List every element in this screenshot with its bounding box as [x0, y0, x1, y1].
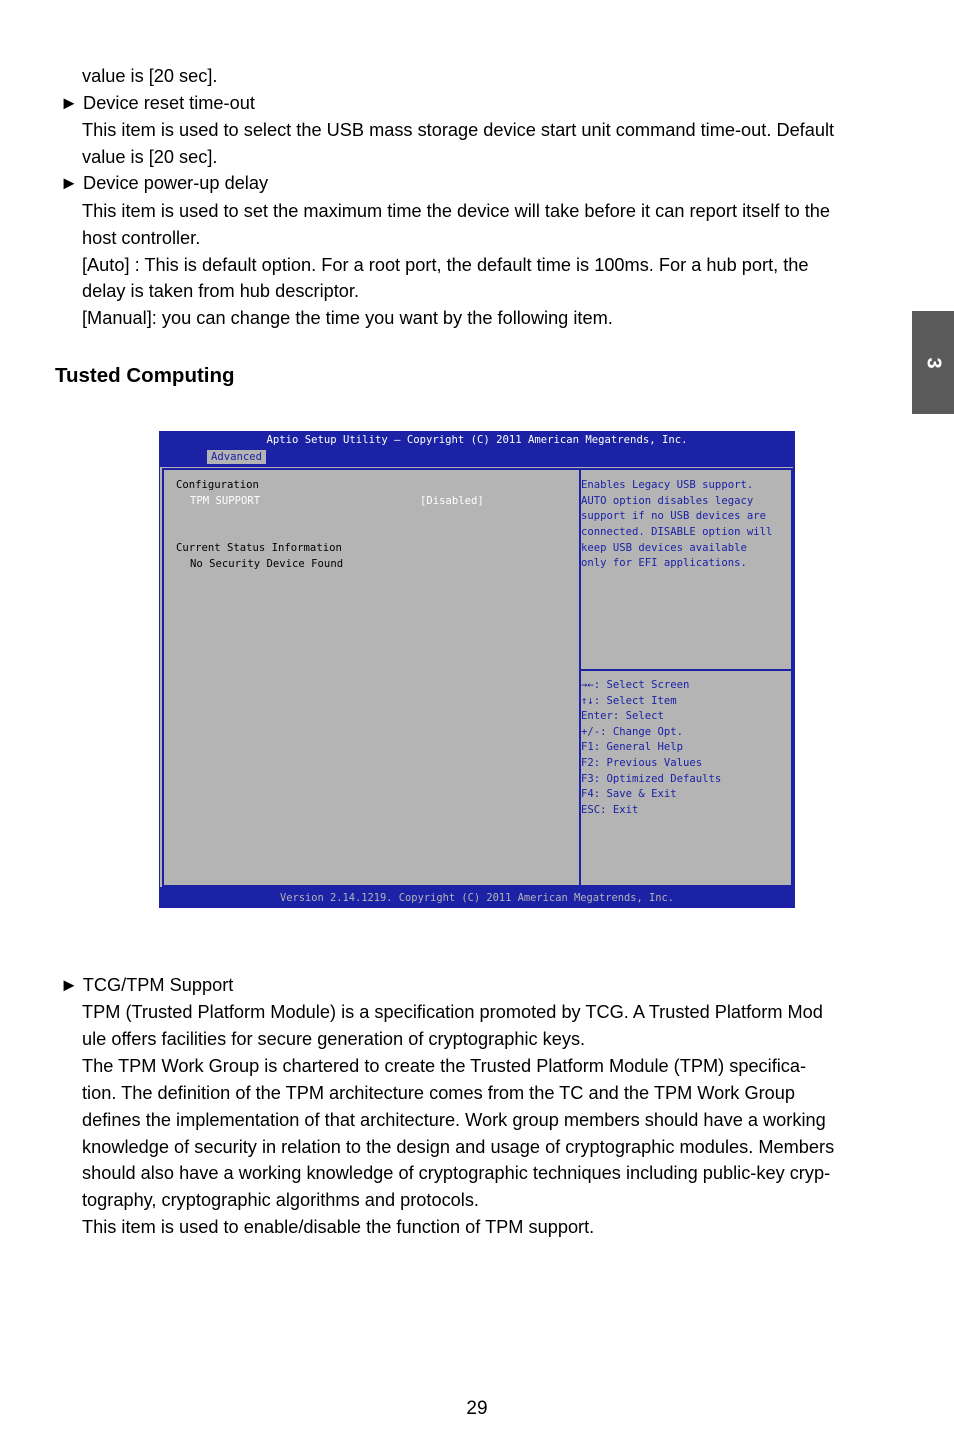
- key-change-opt: +/-: Change Opt.: [581, 726, 684, 738]
- bullet-item-tcg-tpm-support: ► TCG/TPM Support: [60, 975, 234, 995]
- text-line: TPM (Trusted Platform Module) is a specification promoted by TCG. A Trusted Platform Mod: [82, 1002, 823, 1022]
- section-heading: Tusted Computing: [55, 364, 235, 387]
- text-line: This item is used to set the maximum time the device will take before it can report itself to the: [82, 201, 831, 221]
- text-line: tion. The definition of the TPM architecture comes from the TC and the TPM Work Group: [82, 1083, 796, 1103]
- page-number: 29: [466, 1398, 488, 1419]
- bullet-item-device-powerup-delay: ► Device power-up delay: [60, 173, 269, 193]
- text-line: This item is used to enable/disable the function of TPM support.: [82, 1217, 595, 1237]
- text-line: knowledge of security in relation to the design and usage of cryptographic modules. Members: [82, 1137, 835, 1157]
- status-header: Current Status Information: [176, 542, 342, 554]
- text-line: ule offers facilities for secure generation of cryptographic keys.: [82, 1029, 586, 1049]
- text-line: The TPM Work Group is chartered to create the Trusted Platform Module (TPM) specifica-: [82, 1056, 807, 1076]
- key-f1: F1: General Help: [581, 741, 684, 753]
- bullet-item-device-reset-timeout: ► Device reset time-out: [60, 93, 255, 113]
- help-line: AUTO option disables legacy: [581, 495, 754, 507]
- text-line: [Manual]: you can change the time you want by the following item.: [82, 308, 613, 328]
- text-line: should also have a working knowledge of cryptographic techniques including public-key cryp-: [82, 1163, 831, 1183]
- text-line: value is [20 sec].: [82, 66, 218, 86]
- help-divider: [581, 669, 791, 671]
- bios-screen: [159, 431, 795, 908]
- chapter-number: 3: [922, 356, 945, 369]
- key-esc: ESC: Exit: [581, 804, 639, 816]
- help-line: keep USB devices available: [581, 542, 747, 554]
- key-enter: Enter: Select: [581, 710, 664, 722]
- text-line: defines the implementation of that architecture. Work group members should have a working: [82, 1110, 826, 1130]
- config-header: Configuration: [176, 479, 259, 491]
- tpm-support-label: TPM SUPPORT: [190, 495, 261, 507]
- text-line: delay is taken from hub descriptor.: [82, 281, 359, 301]
- text-line: tography, cryptographic algorithms and protocols.: [82, 1190, 479, 1210]
- bios-footer: Version 2.14.1219. Copyright (C) 2011 American Megatrends, Inc.: [279, 892, 675, 904]
- help-line: only for EFI applications.: [581, 557, 747, 569]
- help-line: connected. DISABLE option will: [581, 526, 773, 538]
- text-line: This item is used to select the USB mass storage device start unit command time-out. Default: [82, 120, 835, 140]
- bios-frame: [162, 468, 793, 887]
- text-line: host controller.: [82, 228, 201, 248]
- key-select-screen: →←: Select Screen: [581, 679, 690, 691]
- text-line: value is [20 sec].: [82, 147, 218, 167]
- key-f2: F2: Previous Values: [581, 757, 703, 769]
- bios-body: [160, 467, 793, 887]
- text-line: [Auto] : This is default option. For a root port, the default time is 100ms. For a hub port, the: [82, 255, 809, 275]
- key-select-item: ↑↓: Select Item: [581, 695, 677, 707]
- tpm-support-value[interactable]: [Disabled]: [420, 495, 484, 507]
- chapter-tab: [912, 311, 954, 414]
- help-line: support if no USB devices are: [581, 510, 766, 522]
- status-value: No Security Device Found: [190, 558, 344, 570]
- help-line: Enables Legacy USB support.: [581, 479, 754, 491]
- tab-advanced[interactable]: Advanced: [207, 450, 266, 464]
- key-f4: F4: Save & Exit: [581, 788, 677, 800]
- bios-title: Aptio Setup Utility – Copyright (C) 2011 American Megatrends, Inc.: [266, 434, 688, 446]
- key-f3: F3: Optimized Defaults: [581, 773, 722, 785]
